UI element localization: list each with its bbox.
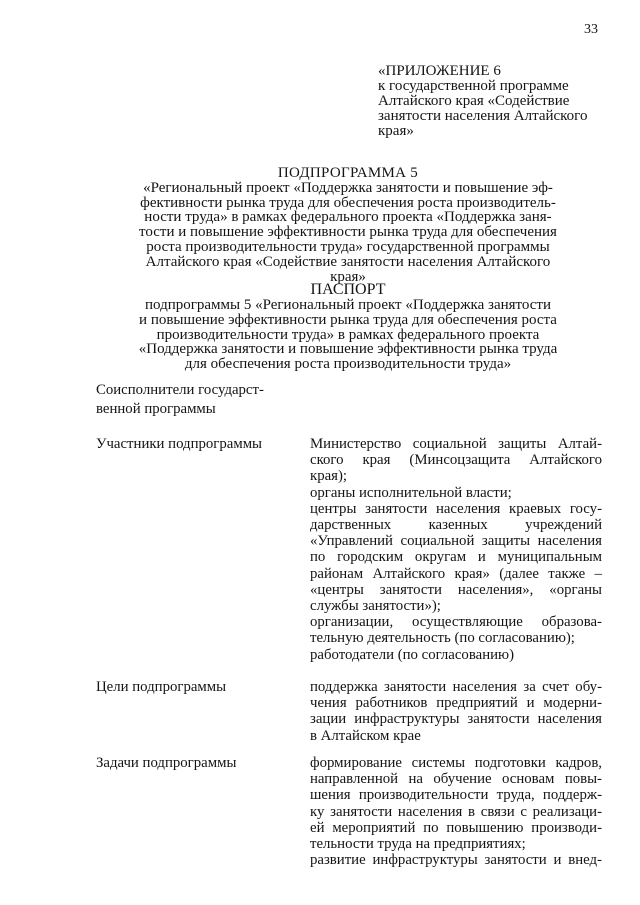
appendix-line: края» [378,123,414,139]
row-value-line: края); [310,468,347,485]
subprogram-title: ПОДПРОГРАММА 5 [277,165,419,181]
row-value [310,679,602,744]
appendix-line: к государственной программе [378,78,569,94]
row-value-line: формирование системы подготовки кадров, [310,755,602,771]
row-value-line: дарственных казенных учреждений [310,517,602,534]
passport-row-goals [96,679,602,744]
passport-line: «Поддержка занятости и повышение эффективности рынка труда [138,341,558,358]
row-value-line: тельности труда на предприятиях; [310,836,526,853]
row-value-line: направленной на обучение основам повы- [310,771,602,788]
row-value-line: ей мероприятий по повышению производи- [310,819,602,836]
row-label-line: Соисполнители государст- [96,382,264,398]
row-value-line: органы исполнительной власти; [310,484,512,501]
row-value-line: поддержка занятости населения за счет обу- [310,679,602,695]
row-value-line: ку занятости населения в связи с реализаци- [310,803,602,820]
row-value-line: зации инфраструктуры занятости населения [310,711,602,728]
row-value-line: Министерство социальной защиты Алтай- [310,436,602,452]
row-label [96,679,310,744]
row-value-line: организации, осуществляющие образова- [310,614,602,631]
passport-line: подпрограммы 5 «Региональный проект «Поддержка занятости [144,297,552,313]
appendix-line: занятости населения Алтайского [378,108,588,124]
subprogram-line: фективности рынка труда для обеспечения роста производитель- [140,194,556,211]
row-value-line: «центры занятости населения», «органы [310,581,602,598]
subprogram-line: тости и повышение эффективности рынка труда для обеспечения [139,224,557,241]
row-value-line: в Алтайском крае [310,727,421,744]
row-label-line: Участники подпрограммы [96,436,263,452]
subprogram-line: «Региональный проект «Поддержка занятости и повышение эф- [143,179,553,196]
row-label [96,436,310,663]
appendix-header [378,64,608,139]
passport-line: для обеспечения роста производительности труда» [184,356,512,373]
row-value-line: ского края (Минсоцзащита Алтайского [310,452,602,469]
row-label-line: Цели подпрограммы [96,679,227,695]
passport-line: производительности труда» в рамках федерального проекта [156,326,540,343]
row-label [96,755,310,868]
page-number: 33 [584,22,598,37]
row-value-line: развитие инфраструктуры занятости и внед- [310,852,602,869]
subprogram-line: роста производительности труда» государственной программы [146,238,550,255]
appendix-line: «ПРИЛОЖЕНИЕ 6 [378,63,501,79]
row-label-line: Задачи подпрограммы [96,755,237,771]
row-value-line: центры занятости населения краевых госу- [310,500,602,517]
row-value-line: по городским округам и муниципальным [310,549,602,566]
row-value-line: работодатели (по согласованию) [310,646,515,663]
row-value-line: районам Алтайского края» (далее также – [310,565,602,582]
row-label [96,381,310,419]
subprogram-line: ности труда» в рамках федерального проекта «Поддержка заня- [144,209,552,226]
passport-row-coexecutors [96,381,602,419]
passport-title: ПАСПОРТ [310,281,386,298]
row-value-line: тельную деятельность (по согласованию); [310,630,575,647]
row-value-line: шения производительности труда, поддерж- [310,787,602,804]
subprogram-line: края» [330,268,366,285]
subprogram-heading [110,166,586,284]
passport-line: и повышение эффективности рынка труда для обеспечения роста [139,311,557,328]
row-value [310,436,602,663]
row-value-line: «Управлений социальной защиты населения [310,533,602,550]
subprogram-line: Алтайского края «Содействие занятости населения Алтайского [145,253,551,270]
appendix-line: Алтайского края «Содействие [378,93,570,109]
passport-row-participants [96,436,602,663]
row-value-line: службы занятости»); [310,598,441,615]
row-value [310,381,602,419]
row-label-line: венной программы [96,401,216,417]
passport-heading [110,281,586,372]
row-value [310,755,602,868]
passport-row-tasks [96,755,602,868]
row-value-line: чения работников предприятий и модерни- [310,695,602,712]
